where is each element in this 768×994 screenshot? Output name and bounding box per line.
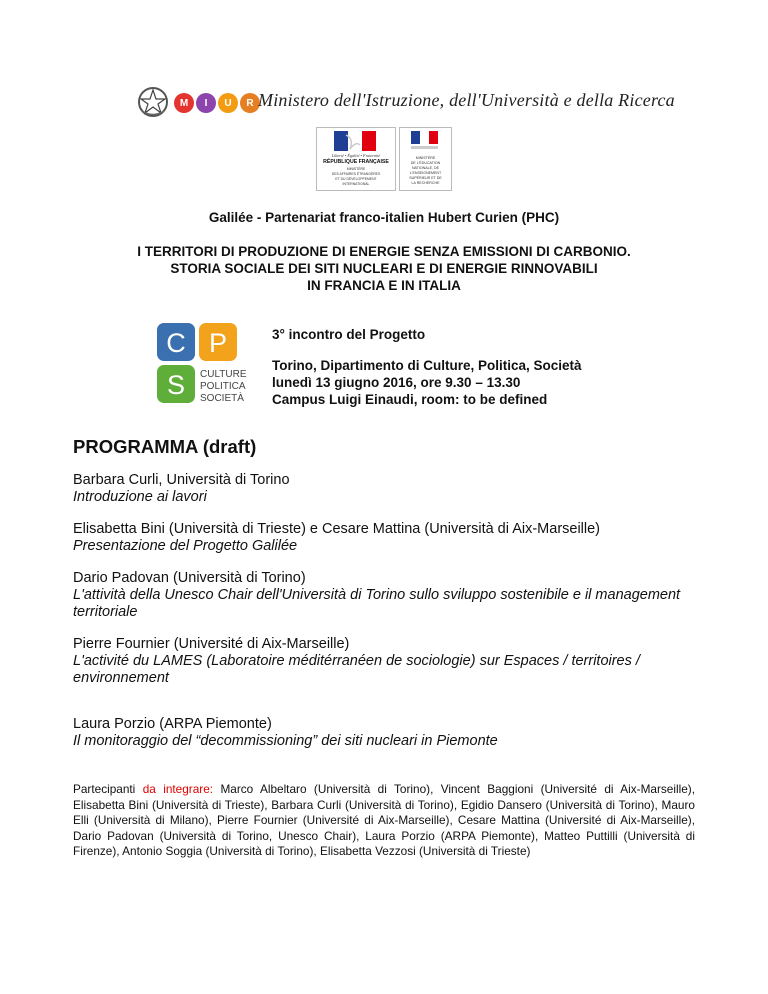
cps-department-logo <box>157 323 257 405</box>
french-education-ministry-logo <box>399 127 452 191</box>
cps-word-societa: SOCIETÀ <box>200 393 244 404</box>
cps-word-politica: POLITICA <box>200 381 246 392</box>
program-speaker: Pierre Fournier (Université di Aix-Marseille) <box>73 636 350 652</box>
miur-letter-u: U <box>218 93 238 113</box>
program-talk: L'attività della Unesco Chair dell'Università di Torino sullo sviluppo sostenibile e il management territoriale <box>73 587 681 620</box>
fr-logo2-line4: L'ENSEIGNEMENT <box>409 171 442 175</box>
italian-republic-emblem-icon <box>136 85 170 119</box>
program-speaker: Dario Padovan (Università di Torino) <box>73 570 306 586</box>
cps-letter-s: S <box>166 370 186 400</box>
program-item <box>73 716 703 750</box>
meeting-venue: Torino, Dipartimento di Culture, Politica, Società <box>272 358 582 373</box>
meeting-info <box>272 326 582 408</box>
miur-letter-i: I <box>196 93 216 113</box>
program-item <box>73 636 703 687</box>
fr-logo2-line6: LA RECHERCHE <box>411 181 440 185</box>
partenariat-heading: Galilée - Partenariat franco-italien Hubert Curien (PHC) <box>208 210 560 225</box>
fr-logo2-line1: MINISTÈRE <box>415 156 436 160</box>
participants-list: Marco Albeltaro (Università di Torino), Vincent Baggioni (Université di Aix-Marseille), Elisabetta Bini (Università di Trieste), Barbara Curli (Università di Torino), Egidio Dansero (Università di Torino), Mauro Elli (Università di Milano), Pierre Fournier (Université di Aix-Marseille), Cesare Mattina (Université di Aix-Marseille), Dario Padovan (Università di Torino, Unesco Chair), Laura Porzio (ARPA Piemonte), Matteo Puttilli (Università di Firenze), Antonio Soggia (Università di Torino), Elisabetta Vezzosi (Università di Trieste) <box>73 782 695 859</box>
program-speaker: Elisabetta Bini (Università di Trieste) e Cesare Mattina (Università di Aix-Marseille) <box>73 521 601 537</box>
fr-logo2-line3: NATIONALE, DE <box>411 166 440 170</box>
meeting-number: 3° incontro del Progetto <box>272 327 426 342</box>
program-item <box>73 570 703 621</box>
ministry-name: Ministero dell'Istruzione, dell'Università e della Ricerca <box>258 90 675 110</box>
participants-highlight: da integrare: <box>142 782 214 796</box>
program-talk: Presentazione del Progetto Galilée <box>73 538 298 554</box>
fr-logo2-line2: DE L'ÉDUCATION <box>410 161 441 165</box>
participants-paragraph <box>73 782 695 860</box>
program-talk: Introduzione ai lavori <box>73 489 207 505</box>
program-item <box>73 521 703 555</box>
cps-letter-c: C <box>166 328 186 358</box>
program-talk: L'activité du LAMES (Laboratoire méditérranéen de sociologie) sur Espaces / territoires / environnement <box>73 653 640 686</box>
french-foreign-affairs-logo <box>316 127 396 191</box>
program-speaker: Barbara Curli, Università di Torino <box>73 472 290 488</box>
meeting-date: lunedì 13 giugno 2016, ore 9.30 – 13.30 <box>272 375 521 390</box>
fr-logo2-line5: SUPÉRIEUR ET DE <box>409 176 442 180</box>
project-title-line-2: STORIA SOCIALE DEI SITI NUCLEARI E DI ENERGIE RINNOVABILI <box>170 261 598 276</box>
program-item <box>73 472 703 506</box>
participants-label: Partecipanti <box>73 782 136 796</box>
cps-letter-p: P <box>208 328 228 358</box>
program-talk: Il monitoraggio del “decommissioning” dei siti nucleari in Piemonte <box>73 733 498 749</box>
fr-logo1-line4: DES AFFAIRES ÉTRANGÈRES <box>331 172 381 176</box>
fr-logo1-motto: Liberté • Égalité • Fraternité <box>331 153 381 158</box>
fr-logo1-line3: MINISTÈRE <box>346 167 366 171</box>
miur-logo <box>174 92 260 114</box>
fr-logo1-line6: INTERNATIONAL <box>342 182 370 186</box>
project-title-line-3: IN FRANCIA E IN ITALIA <box>307 278 461 293</box>
miur-letter-m: M <box>174 93 194 113</box>
fr-logo1-republique: RÉPUBLIQUE FRANÇAISE <box>323 159 389 165</box>
fr-logo1-line5: ET DU DÉVELOPPEMENT <box>335 177 377 181</box>
meeting-campus: Campus Luigi Einaudi, room: to be defined <box>272 392 548 407</box>
miur-letter-r: R <box>240 93 260 113</box>
cps-word-culture: CULTURE <box>200 369 247 380</box>
programma-heading: PROGRAMMA (draft) <box>73 436 257 457</box>
program-speaker: Laura Porzio (ARPA Piemonte) <box>73 716 272 732</box>
project-title <box>0 243 768 294</box>
project-title-line-1: I TERRITORI DI PRODUZIONE DI ENERGIE SENZA EMISSIONI DI CARBONIO. <box>137 244 631 259</box>
